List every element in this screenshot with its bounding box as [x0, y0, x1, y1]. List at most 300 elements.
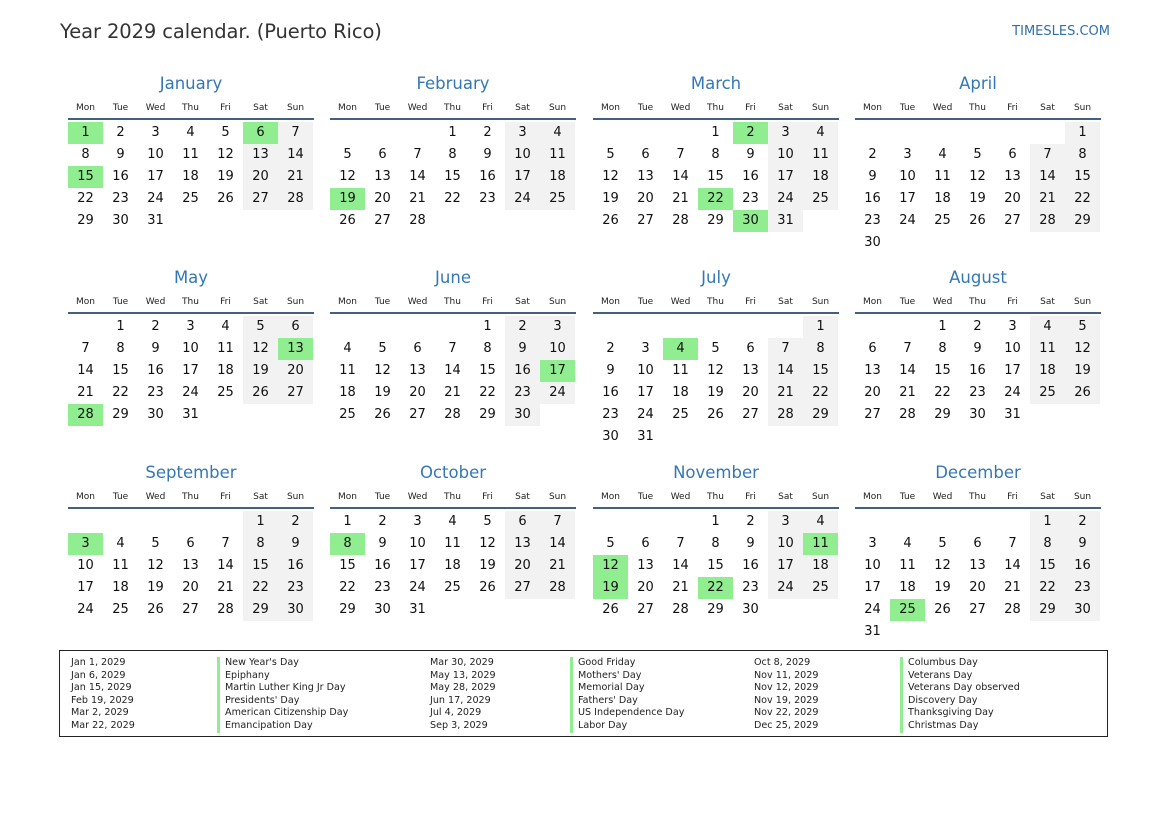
day-cell: 28: [217, 602, 234, 617]
legend-date: Jan 6, 2029: [71, 669, 126, 681]
day-cell: 12: [374, 363, 391, 378]
holiday-day-cell: 6: [243, 122, 278, 144]
month-title: September: [145, 463, 237, 482]
day-cell: 24: [505, 188, 540, 210]
day-cell: 3: [505, 122, 540, 144]
day-cell: 16: [602, 385, 619, 400]
day-grid: [593, 122, 839, 232]
holiday-day-cell: 17: [540, 360, 575, 382]
day-cell: 3: [903, 147, 912, 162]
day-cell: 23: [374, 580, 391, 595]
day-cell: 29: [243, 599, 278, 621]
weekday-label: Sat: [778, 103, 793, 113]
day-cell: 27: [409, 407, 426, 422]
day-cell: 21: [77, 385, 94, 400]
day-cell: 17: [182, 363, 199, 378]
day-cell: 18: [803, 166, 838, 188]
day-cell: 11: [1030, 338, 1065, 360]
legend-date: Jul 4, 2029: [430, 707, 482, 719]
legend-date-column: [754, 657, 819, 733]
day-cell: 26: [339, 213, 356, 228]
day-cell: 3: [151, 125, 160, 140]
day-cell: 21: [1030, 188, 1065, 210]
day-cell: 7: [1008, 536, 1017, 551]
day-cell: 15: [479, 363, 496, 378]
day-cell: 25: [444, 580, 461, 595]
day-cell: 24: [768, 577, 803, 599]
day-cell: 7: [540, 511, 575, 533]
day-cell: 15: [1030, 555, 1065, 577]
weekday-label: Sun: [548, 103, 567, 113]
day-cell: 14: [409, 169, 426, 184]
day-grid: [593, 511, 839, 621]
weekday-label: Tue: [637, 103, 654, 113]
weekday-label: Fri: [745, 297, 756, 307]
month-title: December: [935, 463, 1021, 482]
day-cell: 8: [448, 147, 457, 162]
day-cell: 23: [505, 382, 540, 404]
weekday-label: Fri: [1007, 297, 1018, 307]
weekday-label: Mon: [76, 103, 95, 113]
day-cell: 30: [742, 602, 759, 617]
legend-holiday-name: American Citizenship Day: [217, 707, 348, 720]
day-cell: 24: [540, 382, 575, 404]
day-cell: 30: [969, 407, 986, 422]
day-cell: 9: [746, 147, 755, 162]
day-cell: 2: [973, 319, 982, 334]
day-cell: 24: [899, 213, 916, 228]
day-cell: 3: [641, 341, 650, 356]
day-cell: 30: [864, 235, 881, 250]
day-cell: 5: [1065, 316, 1100, 338]
day-cell: 5: [151, 536, 160, 551]
day-cell: 23: [864, 213, 881, 228]
holiday-day-cell: 15: [68, 166, 103, 188]
legend-date: Nov 12, 2029: [754, 682, 819, 694]
day-cell: 26: [479, 580, 496, 595]
legend-date: Mar 22, 2029: [71, 719, 135, 731]
weekday-label: Sun: [286, 492, 305, 502]
month-june: [330, 267, 576, 426]
day-cell: 21: [672, 191, 689, 206]
day-grid: [855, 316, 1101, 426]
day-cell: 24: [637, 407, 654, 422]
day-cell: 27: [278, 382, 313, 404]
day-cell: 17: [899, 191, 916, 206]
day-cell: 20: [1004, 191, 1021, 206]
legend-holiday-name: Veterans Day observed: [900, 682, 1020, 695]
day-cell: 21: [217, 580, 234, 595]
site-link[interactable]: TIMESLES.COM: [1012, 24, 1110, 39]
day-blank: [890, 511, 925, 533]
day-cell: 13: [243, 144, 278, 166]
month-title: November: [673, 463, 759, 482]
day-cell: 14: [672, 558, 689, 573]
day-cell: 27: [182, 602, 199, 617]
day-cell: 10: [182, 341, 199, 356]
day-cell: 19: [1065, 360, 1100, 382]
weekday-label: Sat: [1040, 492, 1055, 502]
day-cell: 4: [186, 125, 195, 140]
weekday-header: [855, 491, 1101, 509]
day-cell: 21: [1004, 580, 1021, 595]
day-cell: 19: [479, 558, 496, 573]
day-cell: 16: [742, 169, 759, 184]
weekday-label: Fri: [220, 297, 231, 307]
month-october: [330, 462, 576, 621]
weekday-label: Sun: [286, 103, 305, 113]
day-cell: 4: [803, 511, 838, 533]
weekday-label: Tue: [374, 297, 391, 307]
day-cell: 20: [182, 580, 199, 595]
weekday-label: Tue: [112, 492, 129, 502]
day-cell: 6: [868, 341, 877, 356]
day-cell: 10: [77, 558, 94, 573]
legend-holiday-name: Epiphany: [217, 670, 348, 683]
legend-date: Mar 30, 2029: [430, 657, 494, 668]
day-cell: 19: [217, 169, 234, 184]
day-cell: 1: [116, 319, 125, 334]
legend-date-column: [71, 657, 135, 733]
day-cell: 12: [339, 169, 356, 184]
day-cell: 31: [147, 213, 164, 228]
weekday-header: [68, 102, 314, 120]
day-cell: 18: [182, 169, 199, 184]
day-cell: 20: [505, 555, 540, 577]
day-cell: 26: [217, 191, 234, 206]
day-cell: 20: [637, 580, 654, 595]
day-blank: [400, 316, 435, 338]
day-blank: [890, 316, 925, 338]
day-cell: 23: [742, 580, 759, 595]
day-cell: 23: [147, 385, 164, 400]
day-blank: [365, 122, 400, 144]
month-title: April: [959, 74, 997, 93]
weekday-label: Tue: [112, 297, 129, 307]
day-cell: 11: [899, 558, 916, 573]
day-cell: 29: [1065, 210, 1100, 232]
day-cell: 5: [243, 316, 278, 338]
day-cell: 22: [1030, 577, 1065, 599]
legend-date: Sep 3, 2029: [430, 719, 488, 731]
day-cell: 6: [505, 511, 540, 533]
day-cell: 11: [672, 363, 689, 378]
day-cell: 5: [606, 536, 615, 551]
day-blank: [663, 316, 698, 338]
weekday-label: Mon: [601, 297, 620, 307]
day-cell: 31: [864, 624, 881, 639]
day-grid: [68, 122, 314, 232]
month-november: [593, 462, 839, 621]
day-cell: 21: [672, 580, 689, 595]
legend-date: Mar 2, 2029: [71, 707, 129, 719]
weekday-label: Wed: [932, 492, 953, 502]
day-cell: 17: [77, 580, 94, 595]
day-cell: 28: [899, 407, 916, 422]
legend-date: Nov 19, 2029: [754, 694, 819, 706]
day-cell: 24: [182, 385, 199, 400]
day-cell: 29: [112, 407, 129, 422]
day-cell: 10: [505, 144, 540, 166]
day-cell: 22: [1065, 188, 1100, 210]
holiday-day-cell: 11: [803, 533, 838, 555]
day-cell: 30: [147, 407, 164, 422]
day-cell: 4: [938, 147, 947, 162]
day-cell: 2: [606, 341, 615, 356]
day-cell: 26: [147, 602, 164, 617]
holiday-day-cell: 3: [68, 533, 103, 555]
day-cell: 5: [973, 147, 982, 162]
day-cell: 13: [864, 363, 881, 378]
day-blank: [593, 316, 628, 338]
day-cell: 11: [540, 144, 575, 166]
legend-date: Nov 22, 2029: [754, 707, 819, 719]
day-cell: 26: [602, 602, 619, 617]
day-cell: 7: [413, 147, 422, 162]
day-blank: [365, 316, 400, 338]
day-cell: 11: [934, 169, 951, 184]
weekday-header: [68, 296, 314, 314]
holiday-day-cell: 12: [593, 555, 628, 577]
day-cell: 8: [711, 536, 720, 551]
day-cell: 10: [540, 338, 575, 360]
day-cell: 16: [147, 363, 164, 378]
weekday-label: Mon: [338, 103, 357, 113]
day-cell: 27: [637, 213, 654, 228]
day-cell: 18: [339, 385, 356, 400]
legend-date: May 13, 2029: [430, 669, 496, 681]
day-cell: 25: [540, 188, 575, 210]
day-cell: 6: [186, 536, 195, 551]
weekday-label: Wed: [670, 103, 691, 113]
day-blank: [68, 511, 103, 533]
day-cell: 7: [768, 338, 803, 360]
weekday-label: Sat: [515, 492, 530, 502]
day-cell: 2: [1065, 511, 1100, 533]
weekday-label: Wed: [407, 103, 428, 113]
legend-holiday-name: Veterans Day: [900, 670, 1020, 683]
day-cell: 11: [217, 341, 234, 356]
weekday-label: Mon: [601, 103, 620, 113]
day-cell: 28: [409, 213, 426, 228]
day-cell: 27: [864, 407, 881, 422]
day-cell: 16: [864, 191, 881, 206]
day-cell: 13: [505, 533, 540, 555]
day-cell: 14: [1030, 166, 1065, 188]
weekday-label: Tue: [899, 297, 916, 307]
day-cell: 26: [969, 213, 986, 228]
day-cell: 25: [182, 191, 199, 206]
day-cell: 9: [606, 363, 615, 378]
day-cell: 6: [641, 536, 650, 551]
day-cell: 27: [1004, 213, 1021, 228]
day-cell: 4: [903, 536, 912, 551]
day-cell: 12: [969, 169, 986, 184]
day-cell: 29: [934, 407, 951, 422]
day-blank: [330, 122, 365, 144]
day-cell: 9: [973, 341, 982, 356]
holiday-day-cell: 8: [330, 533, 365, 555]
weekday-label: Mon: [338, 492, 357, 502]
day-cell: 15: [339, 558, 356, 573]
day-cell: 3: [768, 122, 803, 144]
weekday-label: Thu: [182, 297, 199, 307]
legend-holiday-name: Good Friday: [570, 657, 684, 670]
day-cell: 15: [1065, 166, 1100, 188]
weekday-label: Sun: [1073, 492, 1092, 502]
day-cell: 13: [637, 558, 654, 573]
day-cell: 30: [505, 404, 540, 426]
day-cell: 16: [742, 558, 759, 573]
day-blank: [400, 122, 435, 144]
legend-holiday-name: Presidents' Day: [217, 695, 348, 708]
legend-date-column: [430, 657, 496, 733]
weekday-label: Tue: [374, 492, 391, 502]
day-cell: 13: [969, 558, 986, 573]
day-cell: 14: [217, 558, 234, 573]
day-cell: 22: [339, 580, 356, 595]
day-cell: 15: [707, 558, 724, 573]
day-cell: 5: [483, 514, 492, 529]
weekday-label: Sun: [1073, 297, 1092, 307]
day-cell: 15: [444, 169, 461, 184]
day-cell: 17: [409, 558, 426, 573]
day-cell: 8: [81, 147, 90, 162]
day-cell: 24: [864, 602, 881, 617]
day-cell: 14: [768, 360, 803, 382]
day-cell: 23: [1065, 577, 1100, 599]
weekday-label: Sat: [1040, 103, 1055, 113]
day-cell: 20: [637, 191, 654, 206]
day-cell: 3: [768, 511, 803, 533]
weekday-label: Mon: [338, 297, 357, 307]
day-cell: 29: [707, 602, 724, 617]
weekday-label: Sat: [778, 492, 793, 502]
weekday-label: Thu: [969, 103, 986, 113]
legend-name-column: [900, 657, 1020, 733]
day-cell: 22: [77, 191, 94, 206]
day-cell: 12: [934, 558, 951, 573]
month-title: January: [159, 74, 223, 93]
weekday-label: Thu: [707, 492, 724, 502]
day-cell: 26: [934, 602, 951, 617]
day-blank: [628, 316, 663, 338]
weekday-header: [593, 296, 839, 314]
day-cell: 15: [803, 360, 838, 382]
day-cell: 2: [505, 316, 540, 338]
day-cell: 27: [243, 188, 278, 210]
day-cell: 9: [278, 533, 313, 555]
day-cell: 11: [803, 144, 838, 166]
day-cell: 31: [1004, 407, 1021, 422]
day-cell: 27: [637, 602, 654, 617]
day-cell: 22: [243, 577, 278, 599]
day-cell: 12: [243, 338, 278, 360]
day-cell: 22: [803, 382, 838, 404]
day-cell: 24: [147, 191, 164, 206]
day-blank: [628, 122, 663, 144]
day-cell: 10: [637, 363, 654, 378]
day-cell: 17: [505, 166, 540, 188]
weekday-label: Thu: [707, 297, 724, 307]
day-grid: [68, 511, 314, 621]
day-cell: 7: [1030, 144, 1065, 166]
day-cell: 30: [602, 429, 619, 444]
day-cell: 5: [606, 147, 615, 162]
day-grid: [593, 316, 839, 448]
day-cell: 5: [221, 125, 230, 140]
legend-holiday-name: New Year's Day: [217, 657, 348, 670]
day-cell: 4: [116, 536, 125, 551]
day-cell: 28: [1030, 210, 1065, 232]
weekday-label: Wed: [145, 492, 166, 502]
day-cell: 13: [182, 558, 199, 573]
day-cell: 10: [864, 558, 881, 573]
day-cell: 18: [899, 580, 916, 595]
day-cell: 20: [409, 385, 426, 400]
day-cell: 15: [112, 363, 129, 378]
day-grid: [330, 511, 576, 621]
day-cell: 2: [483, 125, 492, 140]
day-cell: 30: [374, 602, 391, 617]
month-august: [855, 267, 1101, 426]
day-cell: 7: [448, 341, 457, 356]
weekday-label: Sat: [253, 297, 268, 307]
day-cell: 5: [711, 341, 720, 356]
legend-date: Oct 8, 2029: [754, 657, 811, 668]
legend-date: May 28, 2029: [430, 682, 496, 694]
day-cell: 16: [969, 363, 986, 378]
day-cell: 19: [147, 580, 164, 595]
legend-date: Feb 19, 2029: [71, 694, 134, 706]
day-cell: 21: [278, 166, 313, 188]
day-blank: [890, 122, 925, 144]
legend-holiday-name: Discovery Day: [900, 695, 1020, 708]
day-cell: 27: [505, 577, 540, 599]
day-cell: 28: [768, 404, 803, 426]
weekday-label: Tue: [637, 492, 654, 502]
day-blank: [925, 122, 960, 144]
weekday-label: Sun: [811, 297, 830, 307]
day-blank: [663, 511, 698, 533]
day-cell: 1: [1065, 122, 1100, 144]
day-cell: 28: [672, 213, 689, 228]
holiday-day-cell: 30: [733, 210, 768, 232]
day-cell: 15: [243, 555, 278, 577]
day-cell: 10: [147, 147, 164, 162]
day-cell: 30: [278, 599, 313, 621]
month-title: July: [701, 268, 731, 287]
day-cell: 16: [505, 360, 540, 382]
holiday-day-cell: 19: [593, 577, 628, 599]
weekday-label: Tue: [899, 103, 916, 113]
day-cell: 8: [938, 341, 947, 356]
day-blank: [138, 511, 173, 533]
day-cell: 9: [868, 169, 877, 184]
day-cell: 4: [803, 122, 838, 144]
day-cell: 12: [1065, 338, 1100, 360]
weekday-header: [855, 296, 1101, 314]
day-cell: 14: [672, 169, 689, 184]
day-cell: 25: [672, 407, 689, 422]
day-cell: 18: [1030, 360, 1065, 382]
weekday-header: [855, 102, 1101, 120]
day-cell: 5: [343, 147, 352, 162]
legend-name-column: [217, 657, 348, 733]
day-cell: 7: [221, 536, 230, 551]
legend-date: Jan 15, 2029: [71, 682, 132, 694]
legend-holiday-name: US Independence Day: [570, 707, 684, 720]
